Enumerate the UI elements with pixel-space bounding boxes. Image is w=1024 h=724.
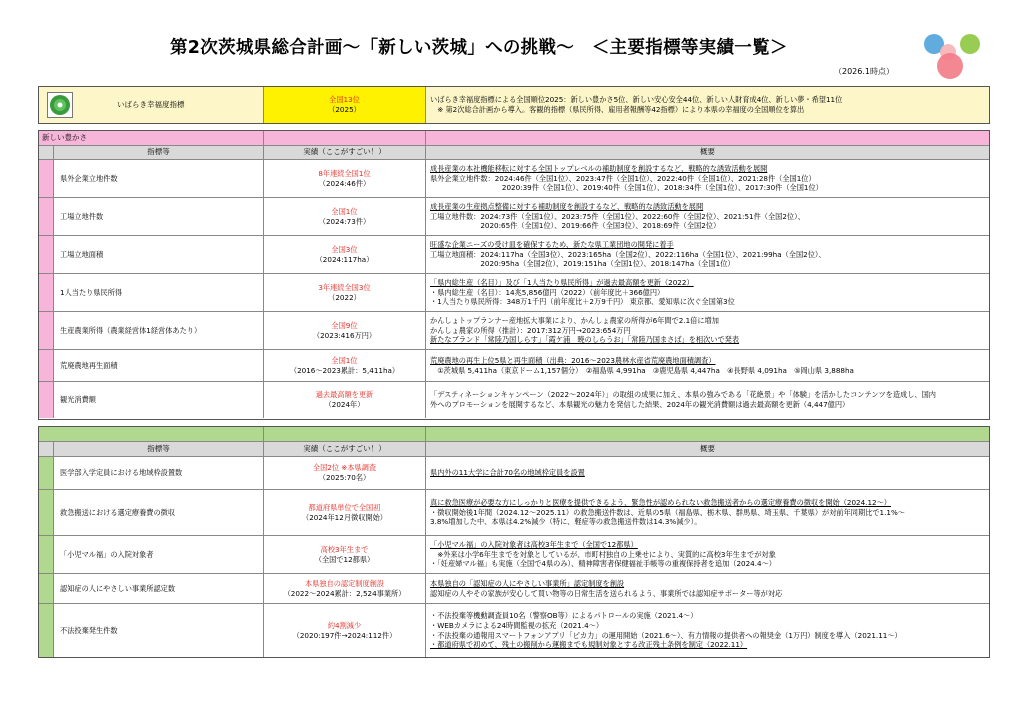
row-result bbox=[263, 574, 425, 603]
decorative-circles-logo bbox=[920, 32, 986, 82]
row-desc bbox=[425, 536, 989, 573]
table-row bbox=[39, 197, 989, 235]
section-new-prosperity bbox=[38, 130, 990, 420]
table-row bbox=[39, 349, 989, 381]
ibaraki-emblem-icon bbox=[47, 92, 73, 118]
section2-header-row bbox=[39, 441, 989, 456]
row-desc bbox=[425, 160, 989, 197]
desc-line: ①茨城県 5,411ha（東京ドーム1,157個分） ②福島県 4,991ha ③鹿児島県 4,447ha ④長野県 4,091ha ⑤岡山県 3,888ha bbox=[430, 365, 854, 375]
row-desc bbox=[425, 350, 989, 381]
result-main: 全国1位 bbox=[331, 206, 358, 216]
result-main: 全国3位 bbox=[331, 244, 358, 254]
result-sub: （2024:46件） bbox=[318, 178, 371, 188]
side-strip bbox=[39, 160, 53, 197]
result-sub: （全国で12都県） bbox=[314, 554, 375, 564]
col-result-header: 実績（ここがすごい！） bbox=[263, 442, 425, 456]
side-strip bbox=[39, 312, 53, 349]
row-result bbox=[263, 490, 425, 535]
desc-line: 工場立地件数：2024:73件（全国1位）、2023:75件（全国1位）、2022:60件（全国2位）、2021:51件（全国2位）、 bbox=[430, 211, 805, 221]
result-sub: （2024:73件） bbox=[318, 216, 371, 226]
result-main: 本県独自の認定制度創設 bbox=[304, 578, 385, 588]
row-label: 生産農業所得（農業経営体1経営体あたり） bbox=[53, 312, 263, 349]
row-desc bbox=[425, 312, 989, 349]
top-result-sub: （2025） bbox=[328, 105, 361, 114]
result-sub: （2016～2023累計：5,411ha） bbox=[289, 365, 400, 375]
desc-line: かんしょ農家の所得（推計）：2017:312万円→2023:654万円 bbox=[430, 325, 631, 335]
desc-line: 旺盛な企業ニーズの受け皿を確保するため、新たな県工業団地の開発に着手 bbox=[430, 239, 674, 249]
desc-line: ・不法投棄の通報用スマートフォンアプリ「ピカ力」の運用開始（2021.6～）、有力情報の提供者への報奨金（1万円）制度を導入（2021.11～） bbox=[430, 630, 902, 640]
top-desc bbox=[425, 87, 989, 123]
table-row bbox=[39, 489, 989, 535]
band-fill bbox=[425, 427, 989, 441]
table-row bbox=[39, 311, 989, 349]
top-desc-line: ※ 第2次総合計画から導入。客観的指標（県民所得、雇用者報酬等42指標）により本県の幸福度の全国順位を算出 bbox=[430, 105, 805, 114]
side-strip bbox=[39, 490, 53, 535]
desc-line: ・「妊産婦マル福」も実施（全国で4県のみ）、精神障害者保健福祉手帳等の重複保持者を追加（2024.4～） bbox=[430, 559, 776, 569]
row-label: 医学部入学定員における地域枠設置数 bbox=[53, 457, 263, 489]
top-desc-line: いばらき幸福度指標による全国順位2025：新しい豊かさ5位、新しい安心安全44位、新しい人財育成4位、新しい夢・希望11位 bbox=[430, 95, 843, 105]
row-result bbox=[263, 274, 425, 311]
row-label: 観光消費額 bbox=[53, 382, 263, 418]
result-main: 全国1位 bbox=[331, 355, 358, 365]
desc-line: 認知症の人やその家族が安心して買い物等の日常生活を送られるよう、事業所では認知症サポーター等が対応 bbox=[430, 588, 783, 598]
table-row bbox=[39, 159, 989, 197]
row-label: 工場立地件数 bbox=[53, 198, 263, 235]
row-label: 県外企業立地件数 bbox=[53, 160, 263, 197]
desc-line: ・都道府県で初めて、残土の搬削から運搬までも規制対象とする改正残土条例を制定（2022.11） bbox=[430, 640, 748, 650]
row-label: 荒廃農地再生面積 bbox=[53, 350, 263, 381]
section-new-safety bbox=[38, 426, 990, 658]
table-row bbox=[39, 235, 989, 273]
side-strip bbox=[39, 236, 53, 273]
row-result bbox=[263, 604, 425, 657]
desc-line: 成長産業の本社機能移転に対する全国トップレベルの補助制度を創設するなど、戦略的な誘致活動を展開 bbox=[430, 163, 768, 173]
row-desc bbox=[425, 382, 989, 418]
desc-line: 2020:65件（全国1位）、2019:66件（全国3位）、2018:69件（全国2位） bbox=[430, 221, 721, 231]
row-desc bbox=[425, 604, 989, 657]
row-desc bbox=[425, 457, 989, 489]
row-result bbox=[263, 312, 425, 349]
result-sub: （2023:416万円） bbox=[312, 330, 377, 340]
desc-line: 県外企業立地件数：2024:46件（全国1位）、2023:47件（全国1位）、2022:40件（全国1位）、2021:28件（全国1位） bbox=[430, 173, 816, 183]
side-strip bbox=[39, 350, 53, 381]
result-sub: （2024年） bbox=[324, 400, 365, 409]
desc-line: ・不法投棄等機動調査員10名（警察OB等）によるパトロールの実施（2021.4～） bbox=[430, 611, 698, 621]
desc-line: 真に救急医療が必要な方にしっかりと医療を提供できるよう、緊急性が認められない救急搬送者からの選定療養費の徴収を開始（2024.12～） bbox=[430, 497, 891, 507]
row-result bbox=[263, 536, 425, 573]
side-strip bbox=[39, 457, 53, 489]
desc-line: 工場立地面積：2024:117ha（全国3位）、2023:165ha（全国2位）、2022:116ha（全国1位）、2021:99ha（全国2位）、 bbox=[430, 249, 826, 259]
result-main: 3年連続全国3位 bbox=[318, 282, 371, 292]
top-result-main: 全国13位 bbox=[329, 95, 360, 105]
row-desc bbox=[425, 574, 989, 603]
result-main: 8年連続全国1位 bbox=[318, 168, 371, 178]
col-label-header: 指標等 bbox=[53, 442, 263, 456]
result-main: 全国9位 bbox=[331, 320, 358, 330]
desc-line: 「小児マル福」の入院対象者は高校3年生まで（全国で12都県） bbox=[430, 539, 638, 549]
row-desc bbox=[425, 274, 989, 311]
table-row bbox=[39, 273, 989, 311]
page-title: 第2次茨城県総合計画～「新しい茨城」への挑戦～ ＜主要指標等実績一覧＞ bbox=[170, 38, 788, 58]
result-sub: （2022～2024累計：2,524事業所） bbox=[283, 588, 406, 598]
row-label: 「小児マル福」の入院対象者 bbox=[53, 536, 263, 573]
row-result bbox=[263, 382, 425, 418]
result-sub: （2024年12月徴収開始） bbox=[302, 512, 387, 522]
desc-line: 「デスティネーションキャンペーン（2022～2024年）」の取組の成果に加え、本県の強みである「花絶景」や「体験」を活かしたコンテンツを造成し、国内 bbox=[430, 390, 936, 400]
desc-line: ・徴収開始後1年間（2024.12～2025.11）の救急搬送件数は、近県の5県（福島県、栃木県、群馬県、埼玉県、千葉県）が対前年同期比で1.1%～ bbox=[430, 507, 905, 517]
happiness-index-box bbox=[38, 86, 990, 124]
desc-line: ・WEBカメラによる24時間監視の拡充（2021.4～） bbox=[430, 620, 604, 630]
result-sub: （2025:70名） bbox=[318, 473, 371, 482]
desc-line: 成長産業の生産拠点整備に対する補助制度を創設するなど、戦略的な誘致活動を展開 bbox=[430, 201, 704, 211]
side-strip bbox=[39, 198, 53, 235]
row-desc bbox=[425, 490, 989, 535]
desc-line: 「県内総生産（名目）」及び「1人当たり県民所得」が過去最高額を更新（2022） bbox=[430, 277, 694, 287]
result-main: 全国2位 ※本県調査 bbox=[312, 463, 377, 473]
side-strip bbox=[39, 382, 53, 418]
col-label-header: 指標等 bbox=[53, 146, 263, 159]
section1-title-band bbox=[39, 131, 989, 145]
row-result bbox=[263, 198, 425, 235]
result-main: 約4割減少 bbox=[327, 620, 362, 630]
desc-line: 2020:39件（全国1位）、2019:40件（全国1位）、2018:34件（全国1位）、2017:30件（全国1位） bbox=[430, 183, 823, 193]
row-result bbox=[263, 457, 425, 489]
desc-line: 外へのプロモーションを展開するなど、本県観光の魅力を発信した結果、2024年の観光消費額は過去最高額を更新（4,447億円） bbox=[430, 400, 850, 409]
desc-line: 荒廃農地の再生上位5県と再生面積（出典：2016～2023農林水産省荒廃農地面積調査） bbox=[430, 355, 716, 365]
row-desc bbox=[425, 236, 989, 273]
row-label: 1人当たり県民所得 bbox=[53, 274, 263, 311]
desc-line: 県内外の11大学に合計70名の地域枠定員を設置 bbox=[430, 468, 585, 478]
top-result bbox=[263, 87, 425, 123]
desc-line: 本県独自の「認知症の人にやさしい事業所」認定制度を創設 bbox=[430, 578, 625, 588]
col-result-header: 実績（ここがすごい！） bbox=[263, 146, 425, 159]
side-strip bbox=[39, 274, 53, 311]
side-strip bbox=[39, 146, 53, 159]
side-strip bbox=[39, 574, 53, 603]
row-desc bbox=[425, 198, 989, 235]
result-sub: （2020:197件→2024:112件） bbox=[292, 630, 397, 640]
result-main: 高校3年生まで bbox=[320, 544, 369, 554]
col-desc-header: 概要 bbox=[425, 442, 989, 456]
band-fill bbox=[263, 131, 425, 145]
side-strip bbox=[39, 604, 53, 657]
table-row bbox=[39, 381, 989, 418]
desc-line: 3.8%増加した中、本県は4.2%減少（特に、軽症等の救急搬送件数は14.3%減少）。 bbox=[430, 517, 702, 527]
section1-title: 新しい豊かさ bbox=[39, 131, 263, 145]
table-row bbox=[39, 573, 989, 603]
result-sub: （2022） bbox=[328, 292, 361, 302]
section1-header-row bbox=[39, 145, 989, 159]
row-result bbox=[263, 350, 425, 381]
desc-line: かんしょトップランナー産地拡大事業により、かんしょ農家の所得が6年間で2.1倍に増加 bbox=[430, 315, 719, 325]
as-of-date: （2026.1時点） bbox=[834, 67, 894, 76]
table-row bbox=[39, 535, 989, 573]
row-label: 認知症の人にやさしい事業所認定数 bbox=[53, 574, 263, 603]
section2-title-band bbox=[39, 427, 989, 441]
section2-title bbox=[39, 427, 263, 441]
desc-line: ・県内総生産（名目）：14兆5,856億円（2022）（前年度比＋366億円） bbox=[430, 287, 665, 297]
table-row bbox=[39, 456, 989, 489]
top-label: いばらき幸福度指標 bbox=[117, 99, 185, 109]
row-label: 不法投棄発生件数 bbox=[53, 604, 263, 657]
row-result bbox=[263, 236, 425, 273]
desc-line: 2020:95ha（全国2位）、2019:151ha（全国1位）、2018:147ha（全国1位） bbox=[430, 259, 735, 269]
table-row bbox=[39, 603, 989, 657]
col-desc-header: 概要 bbox=[425, 146, 989, 159]
result-main: 過去最高額を更新 bbox=[315, 390, 374, 400]
side-strip bbox=[39, 536, 53, 573]
side-strip bbox=[39, 442, 53, 456]
row-result bbox=[263, 160, 425, 197]
row-label: 工場立地面積 bbox=[53, 236, 263, 273]
row-label: 救急搬送における選定療養費の徴収 bbox=[53, 490, 263, 535]
desc-line: ※外来は小学6年生までを対象としているが、市町村独自の上乗せにより、実質的に高校3年生までが対象 bbox=[430, 549, 776, 559]
desc-line: 新たなブランド「常陸乃国しらす」「霞ケ浦 暁のしらうお」「常陸乃国まさば」を相次いで発表 bbox=[430, 335, 740, 345]
result-sub: （2024:117ha） bbox=[315, 254, 374, 264]
band-fill bbox=[425, 131, 989, 145]
desc-line: ・1人当たり県民所得：348万1千円（前年度比＋2万9千円） 東京都、愛知県に次ぐ全国第3位 bbox=[430, 297, 735, 307]
band-fill bbox=[263, 427, 425, 441]
top-label-cell bbox=[39, 87, 263, 123]
result-main: 都道府県単位で全国初 bbox=[308, 502, 381, 512]
